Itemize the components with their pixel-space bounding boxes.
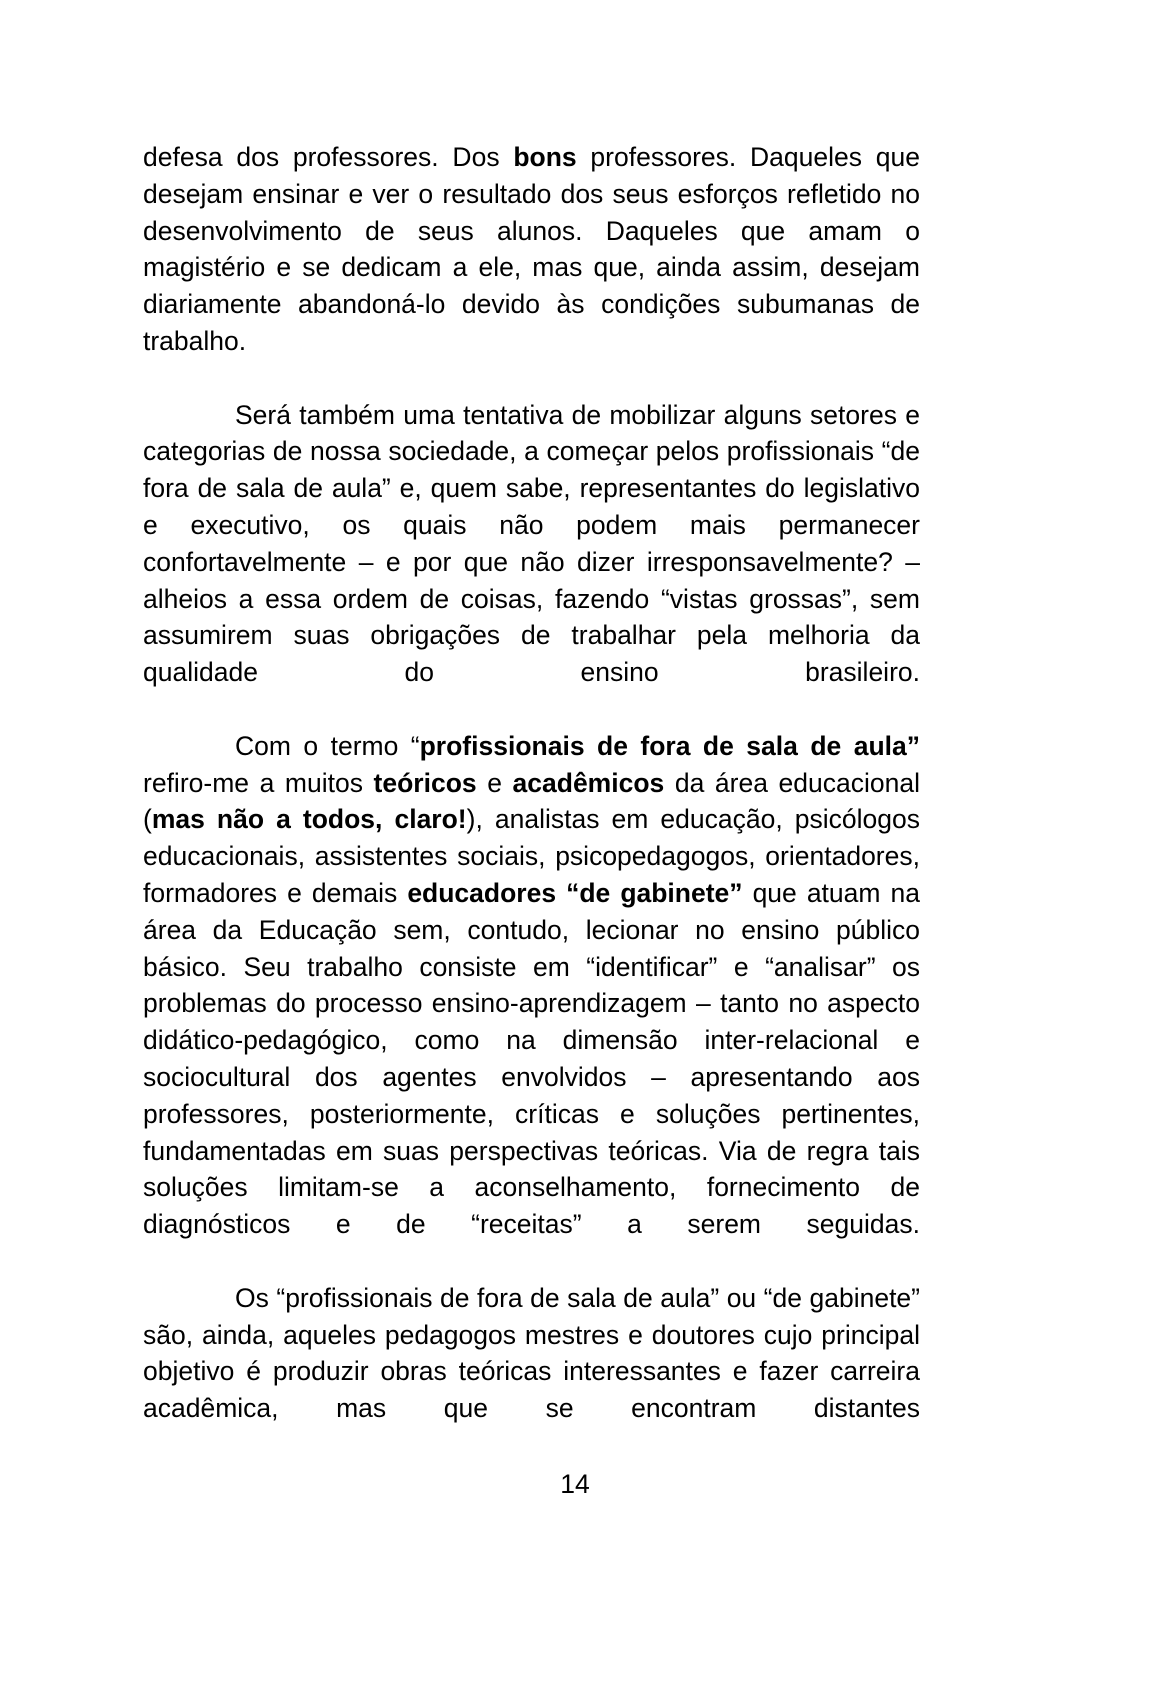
body-text: Os “profissionais de fora de sala de aula” ou “de gabinete” são, ainda, aqueles pedagogos mestres e doutores cujo principal objetivo é produzir obras teóricas interessantes e fazer carreira acadêmica, mas que se encontram distantes (143, 1282, 920, 1424)
paragraph-2 (143, 397, 920, 728)
paragraph-4 (143, 1280, 920, 1464)
body-text: ), analistas em educação, psicólogos educacionais, assistentes sociais, psicopedagogos, orientadores, formadores e demais (143, 804, 921, 908)
body-text: defesa dos professores. Dos (143, 142, 514, 172)
body-text: refiro-me a muitos (143, 767, 374, 798)
body-text: que atuam na área da Educação sem, contudo, lecionar no ensino público básico. Seu trabalho consiste em “identificar” e “analisar” os problemas do processo ensino-aprendizagem – tanto no aspecto didático-pedagógico, como na dimensão inter-relacional e sociocultural dos agentes envolvidos – apresentando aos professores, posteriormente, críticas e soluções pertinentes, fundamentadas em suas perspectivas teóricas. Via de regra tais soluções limitam-se a aconselhamento, fornecimento de diagnósticos e de “receitas” a serem seguidas. (143, 877, 920, 1240)
body-text: Com o termo “ (235, 730, 420, 761)
emphasized-text: teóricos (373, 767, 477, 798)
paragraph-1 (143, 139, 920, 397)
emphasized-text: bons (513, 142, 577, 172)
body-text: Será também uma tentativa de mobilizar alguns setores e categorias de nossa sociedade, a começar pelos profissionais “de fora de sala de aula” e, quem sabe, representantes do legislativo e executivo, os quais não podem mais permanecer confortavelmente – e por que não dizer irresponsavelmente? – alheios a essa ordem de coisas, fazendo “vistas grossas”, sem assumirem suas obrigações de trabalhar pela melhoria da qualidade do ensino brasileiro. (143, 399, 920, 688)
emphasized-text: profissionais de fora de sala de aula” (419, 730, 920, 761)
page-number: 14 (560, 1469, 590, 1499)
page-body-text (143, 139, 920, 1464)
emphasized-text: mas não a todos, claro! (151, 804, 467, 835)
emphasized-text: educadores “de gabinete” (407, 877, 743, 908)
body-text: da área educacional ( (143, 767, 920, 835)
body-text: e (476, 767, 513, 798)
body-text: professores. Daqueles que desejam ensinar e ver o resultado dos seus esforços refletido no desenvolvimento de seus alunos. Daqueles que amam o magistério e se dedicam a ele, mas que, ainda assim, desejam diariamente abandoná-lo devido às condições subumanas de trabalho. (143, 142, 920, 356)
paragraph-3 (143, 728, 920, 1280)
emphasized-text: acadêmicos (512, 767, 665, 798)
